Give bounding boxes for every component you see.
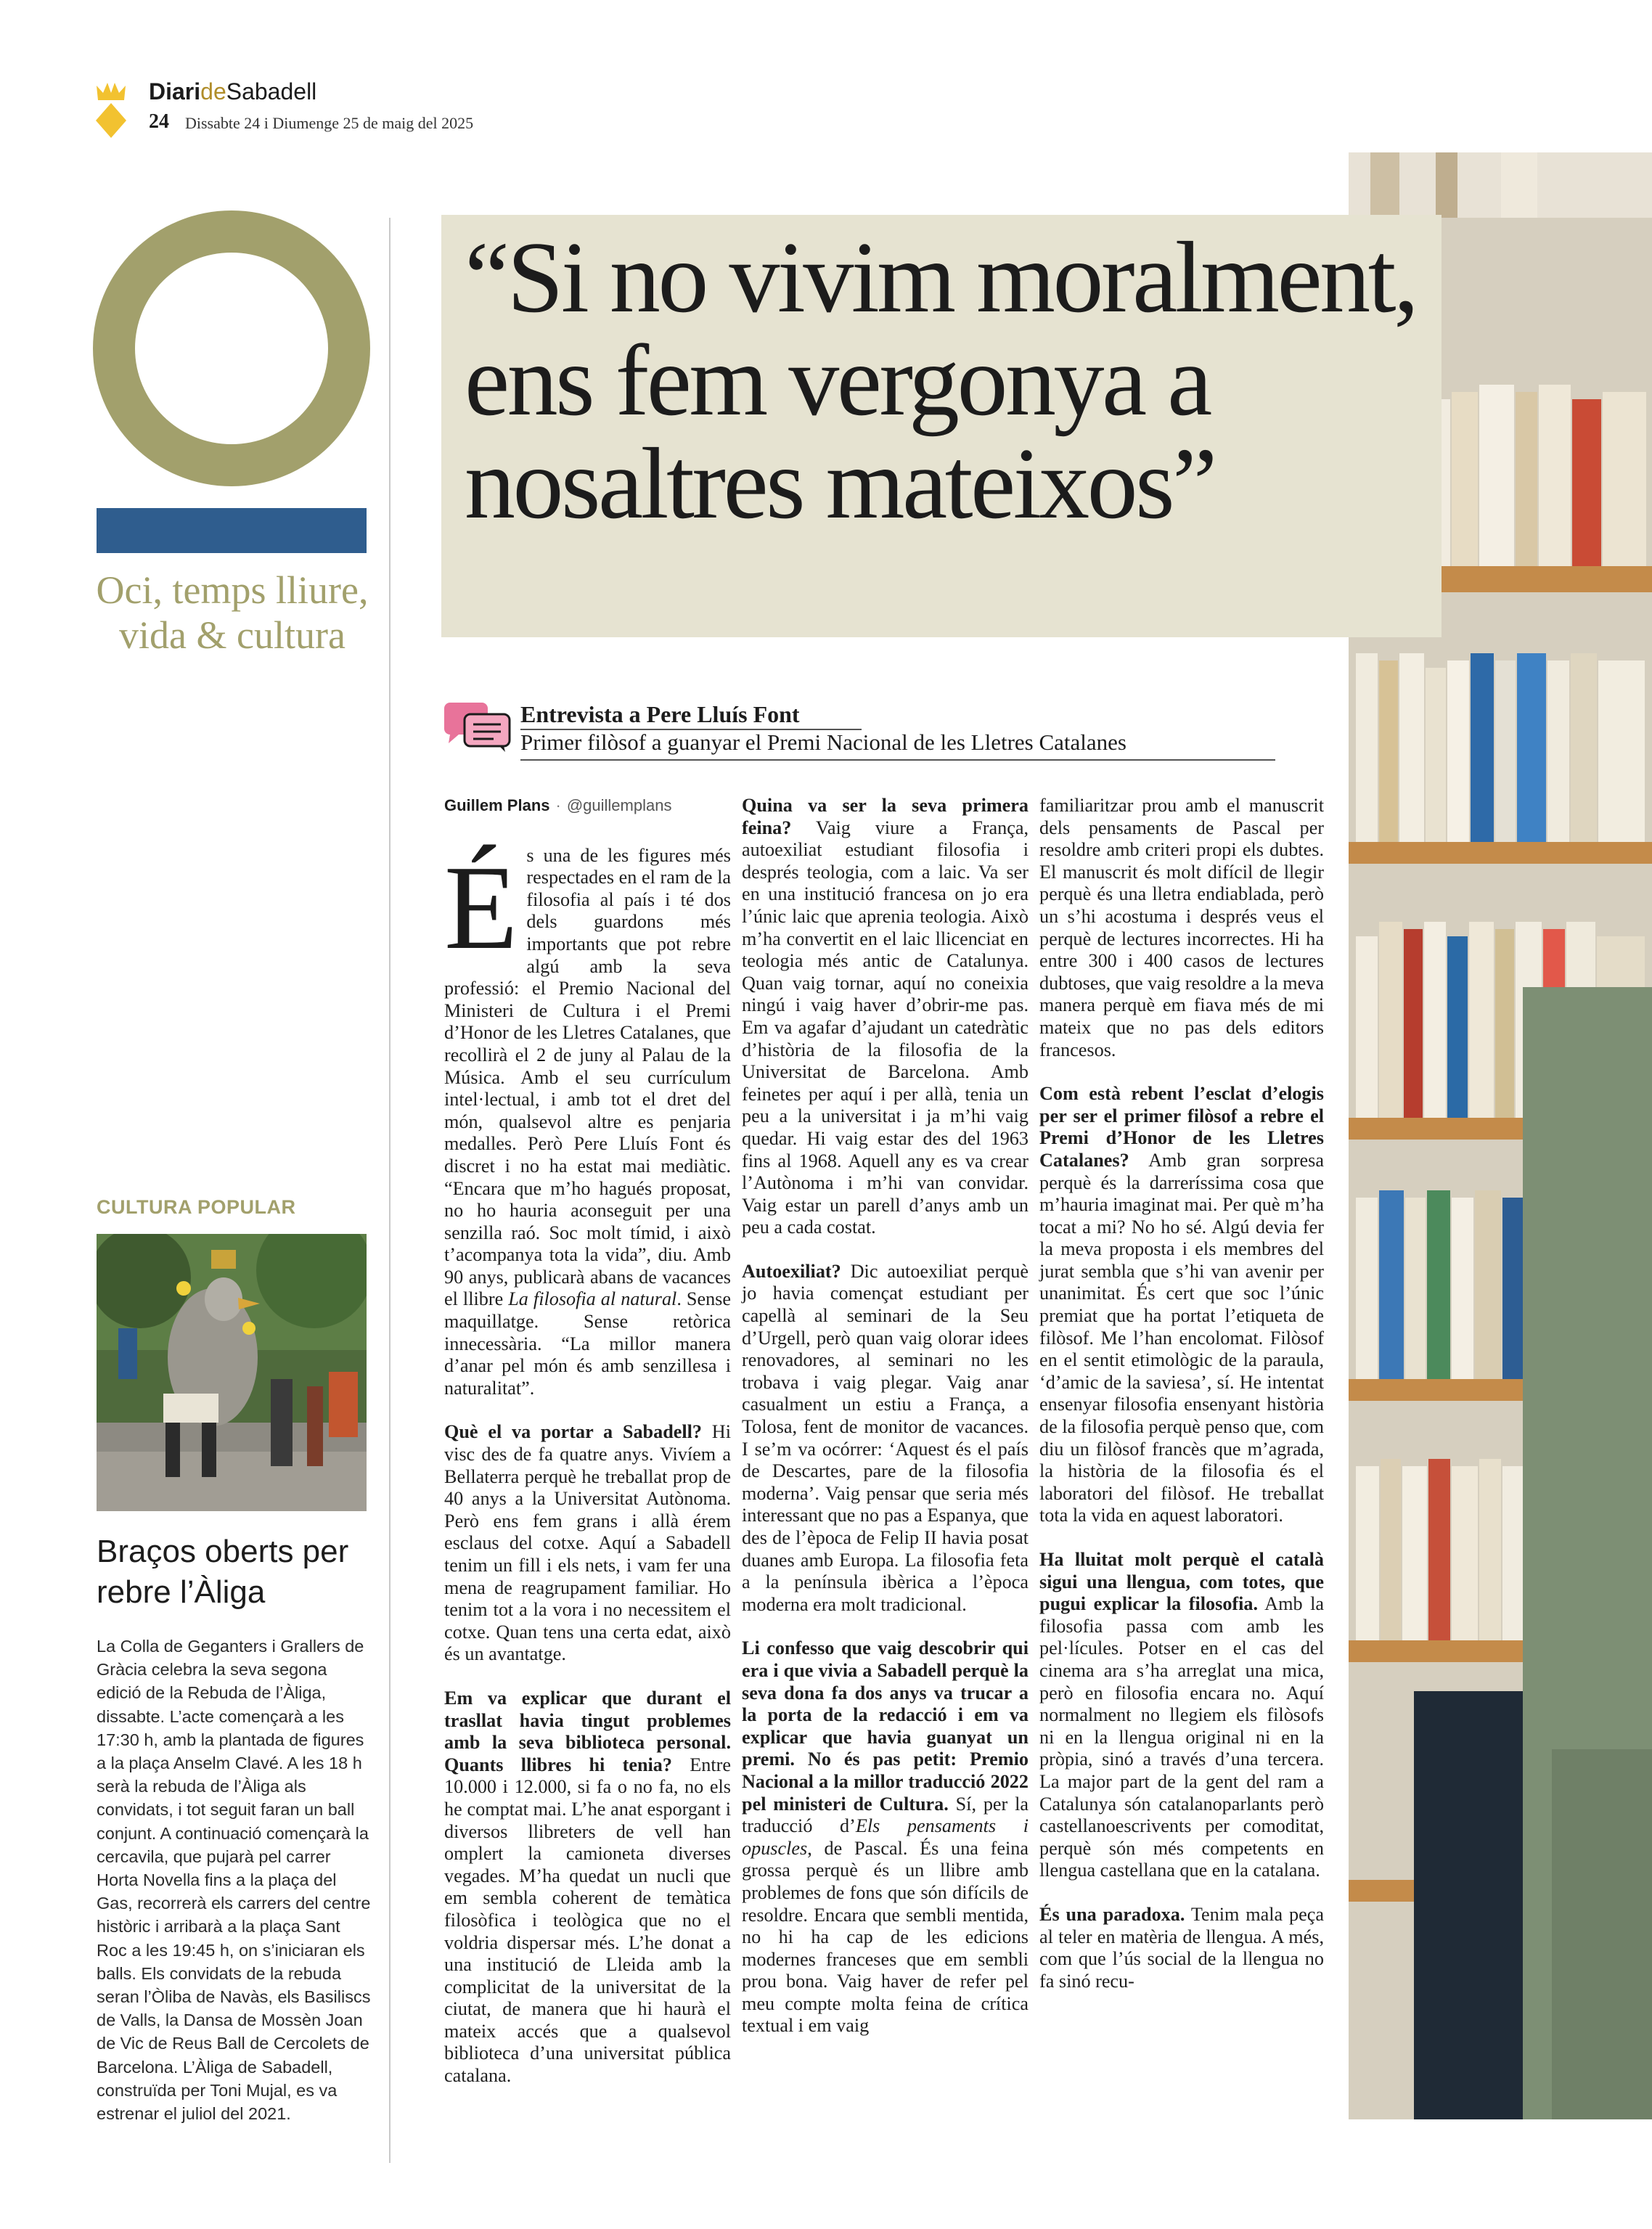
answer-5-end: , de Pascal. És una feina grossa perquè és un llibre amb problemes de fons que són difícils de resoldre. Encara que sembli mentida, no hi ha cap de les edicions modernes franceses que em sembli prou bona. Vaig haver de refer pel meu compte molta feina de crítica textual i em vaig: [742, 1837, 1029, 2037]
qa-6: [1039, 1083, 1324, 1527]
byline-separator: ·: [555, 796, 561, 814]
article-column-2: [742, 795, 1029, 2059]
qa-8: [1039, 1904, 1324, 1992]
column-divider: [389, 218, 390, 2163]
headline: [465, 221, 1626, 540]
answer-3: Vaig viure a França, autoexiliat estudiant filosofia i després teologia, com a laic. Va ser en una institució francesa on jo era l’únic laic que aprenia teologia. Això m’ha convertit en el laic llicenciat en teologia més antic de Catalunya. Quan vaig tornar, aquí no coneixia ningú i vaig haver d’obrir-me pas. Em va agafar d’ajudant un catedràtic d’història de la filosofia de la Universitat de Barcelona. Amb feinetes per aquí i per allà, tenia un peu a la universitat i ja m’hi vaig quedar. Hi vaig estar des del 1963 fins al 1968. Aquell any es va crear l’Autònoma i m’hi van convidar. Vaig estar un parell d’anys amb un peu a cada costat.: [742, 817, 1029, 1238]
newspaper-name-part3: Sabadell: [226, 78, 317, 105]
article-intro: [444, 840, 731, 1400]
question-7: Ha lluitat molt perquè el català sigui una llengua, com totes, que pugui explicar la filosofia.: [1039, 1549, 1324, 1615]
interview-subtitle-rule: [520, 759, 1275, 761]
question-8: És una paradoxa.: [1039, 1903, 1185, 1925]
byline-handle: @guillemplans: [566, 796, 672, 814]
answer-5-continued: familiaritzar prou amb el manuscrit dels pensaments de Pascal per resoldre amb criteri propi els dubtes. El manuscrit és molt difícil de llegir perquè és una lletra endiablada, però un s’hi acostuma i després veus el perquè de lectures incorrectes. Hi ha entre 300 i 400 casos de lectures dubtoses, que vaig resoldre a la meva manera perquè em fiava més de mi mateix que no pas dels editors francesos.: [1039, 795, 1324, 1060]
question-4: Autoexiliat?: [742, 1260, 841, 1282]
headline-line-1: “Si no vivim moralment,: [465, 221, 1417, 334]
sidebar-title: Braços oberts per rebre l’Àliga: [97, 1534, 349, 1610]
newspaper-name-part2: de: [200, 78, 226, 105]
article-intro-end: . Sense maquillatge. Sense retòrica innecessària. “La millor manera d’anar pel món és amb senzillesa i naturalitat”.: [444, 1288, 731, 1399]
answer-2: Entre 10.000 i 12.000, si fa o no fa, no els he comptat mai. L’he anat esporgant i diversos llibreters de vell han omplert la camioneta diverses vegades. M’ha quedat un nucli que em sembla coherent de temàtica filosòfica i teològica que no el voldria dispersar més. L’he donat a una institució de Lleida amb la complicitat de la universitat de la ciutat, de manera que hi haurà el mateix accés que a qualsevol biblioteca d’una universitat pública catalana.: [444, 1754, 731, 2087]
qa-1: [444, 1421, 731, 1666]
qa-5: [742, 1637, 1029, 2037]
question-1: Què el va portar a Sabadell?: [444, 1421, 703, 1443]
answer-7: Amb la filosofia passa com amb les pel·lícules. Potser en el cas del cinema ara s’ha arreglat una mica, però en filosofia encara no. Aquí normalment no llegiem els filòsofs ni en la llengua original ni en la pròpia, sinó a través d’una tercera. La major part de la gent del ram a Catalunya són catalanoparlants però castellanoescrivents per comoditat, perquè són més competents en llengua castellana que en la catalana.: [1039, 1593, 1324, 1881]
aliga-giant-photo: [97, 1234, 367, 1511]
qa-2: [444, 1688, 731, 2087]
section-letter-o: [93, 210, 370, 486]
dropcap: É: [444, 840, 518, 974]
section-color-bar: [97, 508, 367, 553]
headline-line-3: nosaltres mateixos”: [465, 428, 1215, 540]
crown-diamond-logo-icon: [94, 81, 128, 138]
answer-8: Tenim mala peça al teler en matèria de llengua. A més, com que l’ús social de la llengua no fa sinó recu-: [1039, 1903, 1324, 1992]
newspaper-name: [149, 78, 316, 105]
qa-3: [742, 795, 1029, 1239]
article-column-1: [444, 795, 731, 2109]
question-6: Com està rebent l’esclat d’elogis per ser el primer filòsof a rebre el Premi d’Honor de les Lletres Catalanes?: [1039, 1083, 1324, 1171]
qa-4: [742, 1261, 1029, 1616]
byline: [444, 795, 731, 817]
question-2: Em va explicar que durant el trasllat havia tingut problemes amb la seva biblioteca personal. Quants llibres hi tenia?: [444, 1687, 731, 1775]
interview-subtitle: Primer filòsof a guanyar el Premi Nacional de les Lletres Catalanes: [520, 729, 1126, 755]
answer-4: Dic autoexiliat perquè jo havia començat estudiant per capellà al seminari de la Seu d’Urgell, però quan vaig olorar idees renovadores, al seminari no les trobava i vaig plegar. Vaig anar casualment un estiu a França, a Tolosa, fent de monitor de vacances. I se’m va ocórrer: ‘Aquest és el país de Descartes, pare de la filosofia moderna’. Vaig pensar que seria més interessant que no pas a Espanya, que des de l’època de Felip II havia posat duanes amb Europa. La filosofia feta a la península ibèrica a l’època moderna era molt tradicional.: [742, 1260, 1029, 1615]
question-3: Quina va ser la seva primera feina?: [742, 795, 1029, 838]
answer-1: Hi visc des de fa quatre anys. Vivíem a Bellaterra perquè he treballat prop de 40 anys a la Universitat Autònoma. Però ens fem grans i allà érem esclaus del cotxe. Aquí a Sabadell tenim un fill i els nets, i vam fer una mena de reagrupament familiar. Ho tenim tot a la vora i no necessitem el cotxe. Quan tens una certa edat, això és un avantatge.: [444, 1421, 731, 1665]
section-name: Oci, temps lliure, vida & cultura: [96, 568, 369, 657]
answer-5: Sí, per la traducció d’: [742, 1793, 1029, 1837]
translated-book-title: Els pensaments i opuscles: [742, 1815, 1029, 1859]
article-intro-text: s una de les figures més respectades en el ram de la filosofia al país i té dos dels guardons més importants que pot rebre algú amb la seva professió: el Premio Nacional del Ministeri de Cultura i el Premi d’Honor de les Lletres Catalanes, que recollirà el 2 de juny al Palau de la Música. Amb el seu currículum intel·lectual, i amb tot el dret del món, qualsevol altre es penjaria medalles. Però Pere Lluís Font és discret i no ha estat mai mediàtic. “Encara que m’ho hagués proposat, no ho hauria aconseguit per una senzilla raó. Soc molt tímid, i això t’acompanya tota la vida”, diu. Amb 90 anys, publicarà abans de vacances el llibre: [444, 844, 731, 1310]
issue-date: Dissabte 24 i Diumenge 25 de maig del 2025: [185, 114, 474, 132]
headline-line-2: ens fem vergonya a: [465, 324, 1210, 437]
chat-bubbles-icon: [443, 701, 512, 753]
qa-7: [1039, 1549, 1324, 1882]
article-column-3: [1039, 795, 1324, 2014]
question-5: Li confesso que vaig descobrir qui era i que vivia a Sabadell perquè la seva dona fa dos anys va trucar a la porta de la redacció i em va explicar que havia guanyat un premi. No és pas petit: Premio Nacional a la millor traducció 2022 pel ministeri de Cultura.: [742, 1637, 1029, 1815]
sidebar-section-label: CULTURA POPULAR: [97, 1196, 296, 1218]
newspaper-name-part1: Diari: [149, 78, 201, 105]
book-title: La filosofia al natural: [508, 1288, 677, 1310]
byline-author: Guillem Plans: [444, 796, 550, 814]
interview-title: Entrevista a Pere Lluís Font: [520, 701, 800, 727]
answer-6: Amb gran sorpresa perquè és la darreríssima cosa que m’hauria imaginat mai. Per què m’ha tocat a mi? No ho sé. Algú devia fer la meva proposta i els membres del jurat sembla que s’hi van avenir per unanimitat. És cert que soc l’únic premiat que ha portat l’etiqueta de filòsof. Me l’han encolomat. Filòsof en el sentit etimològic de la paraula, ‘d’amic de la saviesa’, sí. He intentat ensenyar filosofia ensenyant història de la filosofia perquè penso que, com diu un filòsof francès que m’agrada, la història de la filosofia és el laboratori del filòsof. He treballat tota la vida en aquest laboratori.: [1039, 1149, 1324, 1526]
sidebar-body: La Colla de Geganters i Grallers de Gràcia celebra la seva segona edició de la Rebuda de l’Àliga, dissabte. L’acte començarà a les 17:30 h, amb la plantada de figures a la plaça Anselm Clavé. A les 18 h serà la rebuda de l’Àliga als convidats, i tot seguit faran un ball conjunt. A continuació començarà la cercavila, que pujarà pel carrer Horta Novella fins a la plaça del Gas, recorrerà els carrers del centre històric i arribarà a la plaça Sant Roc a les 19:45 h, on s’iniciaran els balls. Els convidats de la rebuda seran l’Òliba de Navàs, els Basiliscs de Valls, la Dansa de Mossèn Joan de Vic de Reus Ball de Cercolets de Barcelona. L’Àliga de Sabadell, construïda per Toni Mujal, es va estrenar el juliol del 2021.: [97, 1637, 371, 2124]
page-number: 24: [149, 110, 169, 133]
